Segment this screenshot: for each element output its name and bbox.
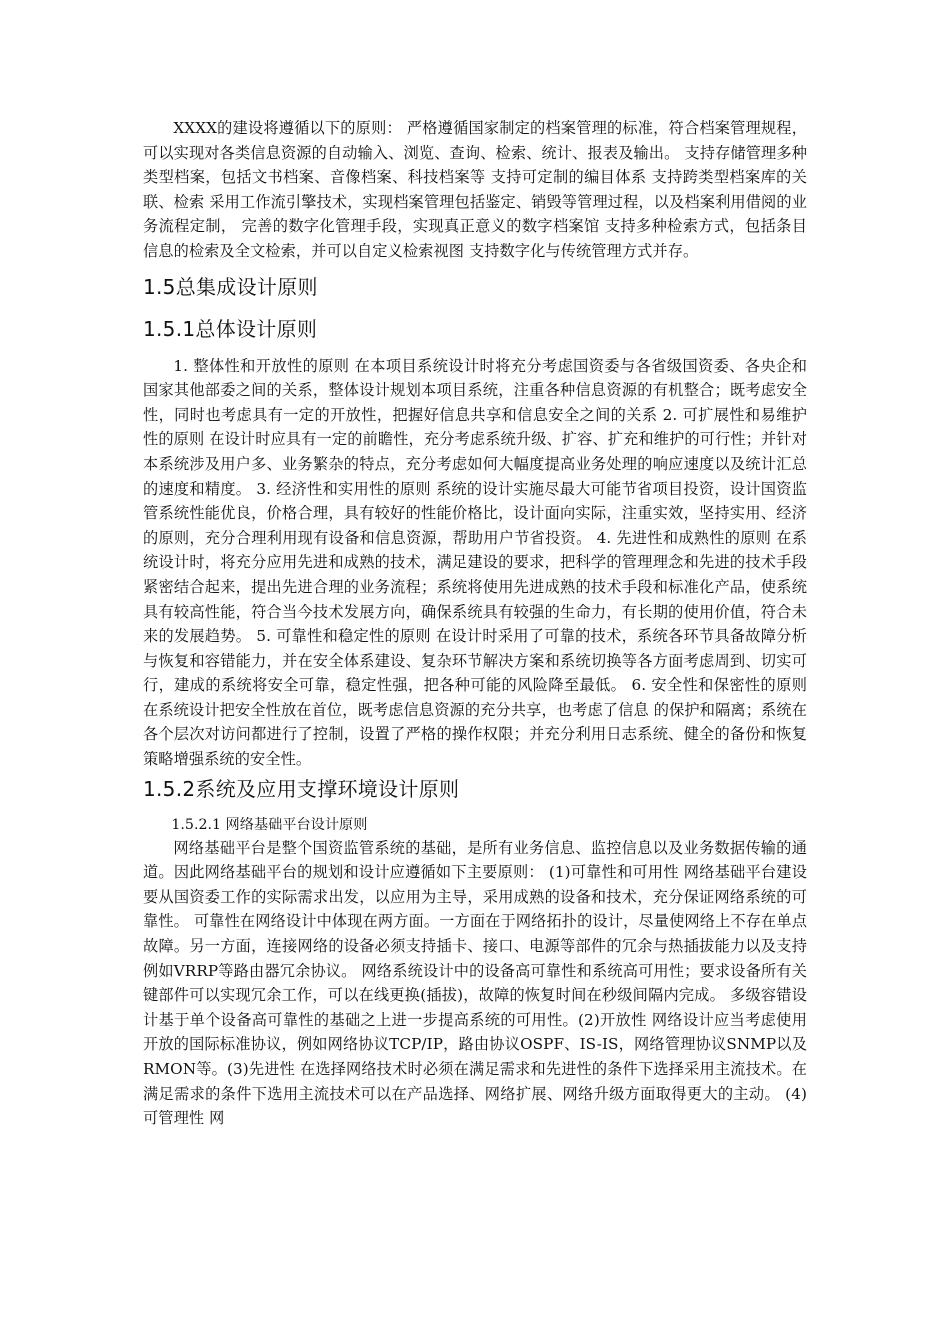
heading-1-5-1: 1.5.1总体设计原则 (143, 316, 318, 341)
paragraph-network-platform-principles: 网络基础平台是整个国资监管系统的基础，是所有业务信息、监控信息以及业务数据传输的通道。因此网络基础平台的规划和设计应遵循如下主要原则： (1)可靠性和可用性 网络基础平台建设要从国资委工作的实际需求出发，以应用为主导，采用成熟的设备和技术，充分保证网络系统的可靠性。 可靠性在网络设计中体现在两方面。一方面在于网络拓扑的设计，尽量使网络上不存在单点故障。另一方面，连接网络的设备必须支持插卡、接口、电源等部件的冗余与热插拔能力以及支持例如VRRP等路由器冗余协议。 网络系统设计中的设备高可靠性和系统高可用性；要求设备所有关键部件可以实现冗余工作，可以在线更换(插拔)，故障的恢复时间在秒级间隔内完成。 多级容错设计基于单个设备高可靠性的基础之上进一步提高系统的可用性。(2)开放性 网络设计应当考虑使用开放的国际标准协议，例如网络协议TCP/IP，路由协议OSPF、IS-IS，网络管理协议SNMP以及RMON等。(3)先进性 在选择网络技术时必须在满足需求和先进性的条件下选择采用主流技术。在满足需求的条件下选用主流技术可以在产品选择、网络扩展、网络升级方面取得更大的主动。 (4)可管理性 网 (143, 838, 807, 1128)
subheading-1-5-2-1: 1.5.2.1 网络基础平台设计原则 (171, 816, 368, 833)
document-page (143, 116, 807, 1131)
intro-paragraph: XXXX的建设将遵循以下的原则： 严格遵循国家制定的档案管理的标准，符合档案管理规程，可以实现对各类信息资源的自动输入、浏览、查询、检索、统计、报表及输出。 支持存储管理多种类型档案，包括文书档案、音像档案、科技档案等 支持可定制的编目体系 支持跨类型档案库的关联、检索 采用工作流引擎技术，实现档案管理包括鉴定、销毁等管理过程，以及档案利用借阅的业务流程定制， 完善的数字化管理手段，实现真正意义的数字档案馆 支持多种检索方式，包括条目信息的检索及全文检索，并可以自定义检索视图 支持数字化与传统管理方式并存。 (143, 119, 807, 260)
heading-1-5: 1.5总集成设计原则 (143, 274, 318, 299)
paragraph-overall-design-principles: 1. 整体性和开放性的原则 在本项目系统设计时将充分考虑国资委与各省级国资委、各央企和国家其他部委之间的关系，整体设计规划本项目系统，注重各种信息资源的有机整合；既考虑安全性，同时也考虑具有一定的开放性，把握好信息共享和信息安全之间的关系 2. 可扩展性和易维护性的原则 在设计时应具有一定的前瞻性，充分考虑系统升级、扩容、扩充和维护的可行性；并针对本系统涉及用户多、业务繁杂的特点，充分考虑如何大幅度提高业务处理的响应速度以及统计汇总的速度和精度。 3. 经济性和实用性的原则 系统的设计实施尽最大可能节省项目投资，设计国资监管系统性能优良，价格合理，具有较好的性能价格比，设计面向实际，注重实效，坚持实用、经济的原则，充分合理利用现有设备和信息资源，帮助用户节省投资。 4. 先进性和成熟性的原则 在系统设计时，将充分应用先进和成熟的技术，满足建设的要求，把科学的管理理念和先进的技术手段紧密结合起来，提出先进合理的业务流程；系统将使用先进成熟的技术手段和标准化产品，使系统具有较高性能，符合当今技术发展方向，确保系统具有较强的生命力，有长期的使用价值，符合未来的发展趋势。 5. 可靠性和稳定性的原则 在设计时采用了可靠的技术，系统各环节具备故障分析与恢复和容错能力，并在安全体系建设、复杂环节解决方案和系统切换等各方面考虑周到、切实可行，建成的系统将安全可靠，稳定性强，把各种可能的风险降至最低。 6. 安全性和保密性的原则 在系统设计把安全性放在首位，既考虑信息资源的充分共享，也考虑了信息 的保护和隔离；系统在各个层次对访问都进行了控制，设置了严格的操作权限；并充分利用日志系统、健全的备份和恢复策略增强系统的安全性。 (143, 356, 807, 769)
heading-1-5-2: 1.5.2系统及应用支撑环境设计原则 (143, 776, 460, 801)
